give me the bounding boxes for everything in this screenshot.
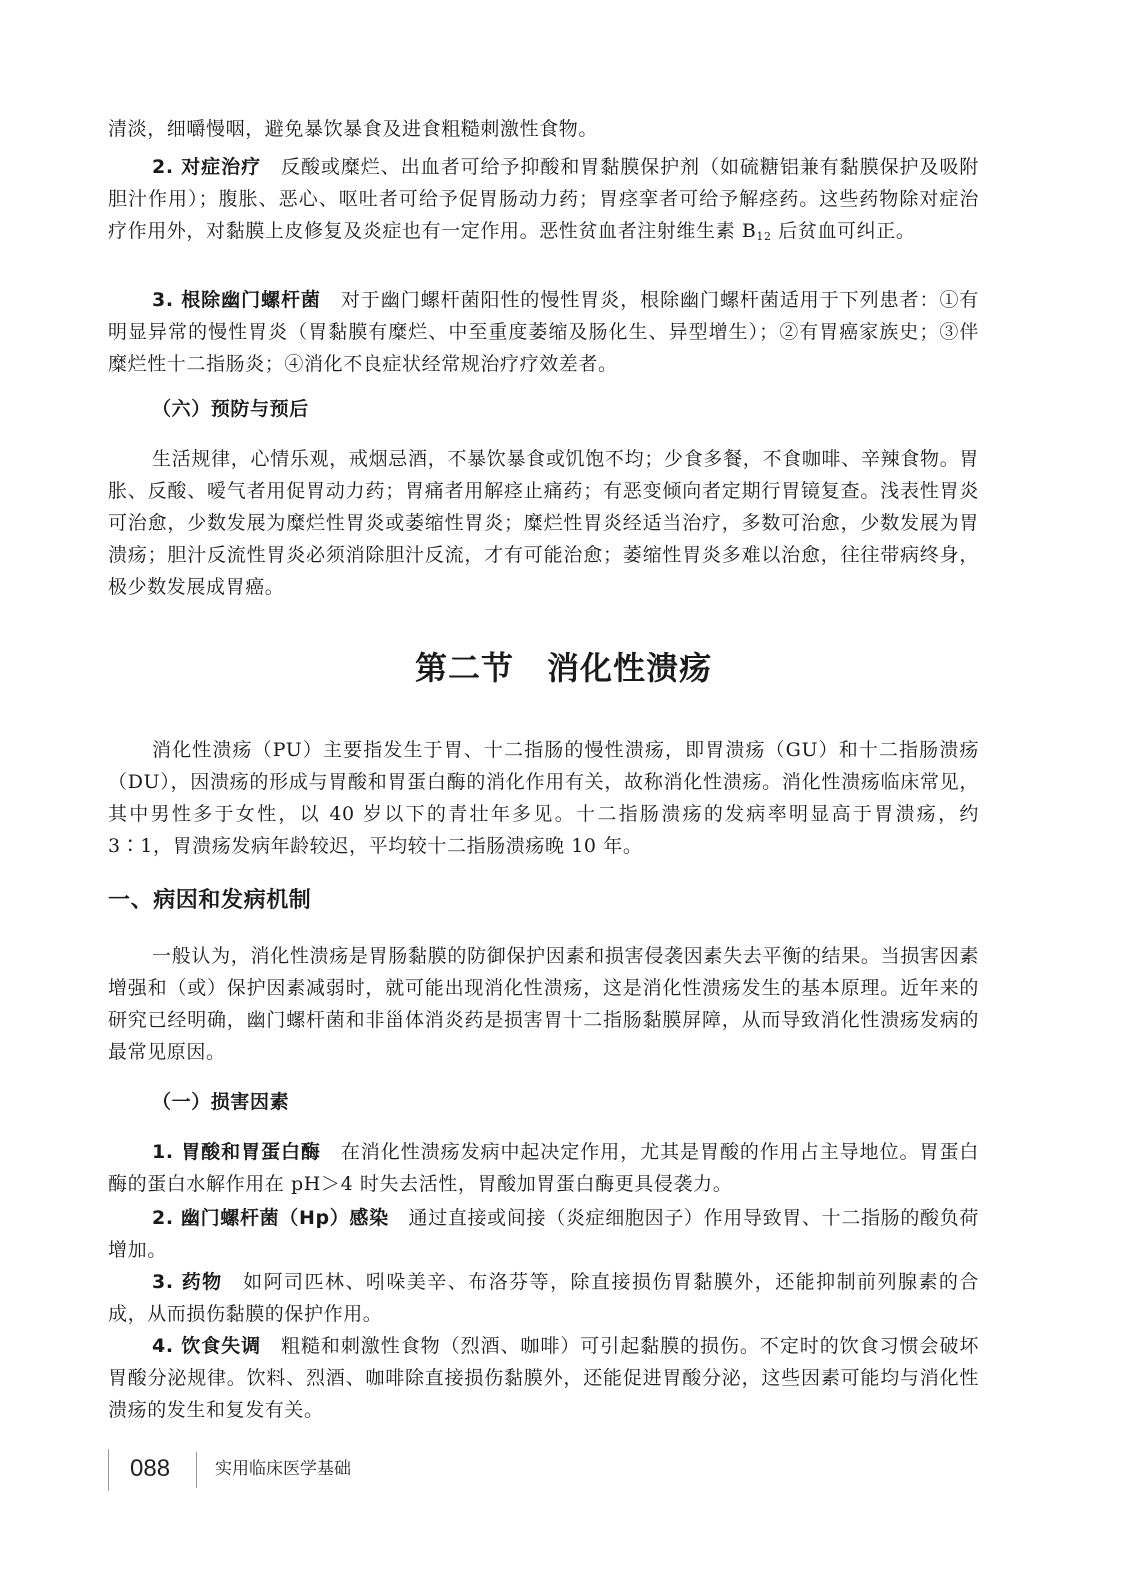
treatment-item-3 <box>108 284 979 380</box>
damage-item-2 <box>108 1202 979 1266</box>
damage-item-3-text: 如阿司匹林、吲哚美辛、布洛芬等，除直接损伤胃黏膜外，还能抑制前列腺素的合成，从而损伤黏膜的保护作用。 <box>108 1271 979 1325</box>
damage-item-3-lead: 3. 药物 <box>152 1271 223 1293</box>
damage-item-4-text: 粗糙和刺激性食物（烈酒、咖啡）可引起黏膜的损伤。不定时的饮食习惯会破坏胃酸分泌规律。饮料、烈酒、咖啡除直接损伤黏膜外，还能促进胃酸分泌，这些因素可能均与消化性溃疡的发生和复发有关。 <box>108 1335 979 1421</box>
treatment-item-2-text: 反酸或糜烂、出血者可给予抑酸和胃黏膜保护剂（如硫糖铝兼有黏膜保护及吸附胆汁作用）；腹胀、恶心、呕吐者可给予促胃肠动力药；胃痉挛者可给予解痉药。这些药物除对症治疗作用外，对黏膜上皮修复及炎症也有一定作用。恶性贫血者注射维生素 B <box>108 156 979 242</box>
prevention-paragraph <box>108 443 979 603</box>
prevention-heading: （六）预防与预后 <box>152 398 309 420</box>
damage-item-2-text: 通过直接或间接（炎症细胞因子）作用导致胃、十二指肠的酸负荷增加。 <box>108 1207 979 1261</box>
section-intro-paragraph <box>108 734 979 862</box>
etiology-text: 一般认为，消化性溃疡是胃肠黏膜的防御保护因素和损害侵袭因素失去平衡的结果。当损害因素增强和（或）保护因素减弱时，就可能出现消化性溃疡，这是消化性溃疡发生的基本原理。近年来的研究已经明确，幽门螺杆菌和非甾体消炎药是损害胃十二指肠黏膜屏障，从而导致消化性溃疡发病的最常见原因。 <box>108 945 979 1063</box>
page-number: 088 <box>130 1455 171 1482</box>
continuation-paragraph <box>108 113 979 145</box>
running-book-title: 实用临床医学基础 <box>215 1459 351 1479</box>
section-title: 第二节 消化性溃疡 <box>414 649 712 687</box>
damage-item-1 <box>108 1136 979 1200</box>
damage-item-1-text: 在消化性溃疡发病中起决定作用，尤其是胃酸的作用占主导地位。胃蛋白酶的蛋白水解作用在 pH＞4 时失去活性，胃酸加胃蛋白酶更具侵袭力。 <box>108 1141 979 1195</box>
damage-item-2-lead: 2. 幽门螺杆菌（Hp）感染 <box>152 1207 389 1229</box>
footer-divider <box>196 1452 197 1488</box>
etiology-heading: 一、病因和发病机制 <box>108 888 312 913</box>
damage-item-4 <box>108 1330 979 1426</box>
section-intro-text: 消化性溃疡（PU）主要指发生于胃、十二指肠的慢性溃疡，即胃溃疡（GU）和十二指肠溃疡（DU），因溃疡的形成与胃酸和胃蛋白酶的消化作用有关，故称消化性溃疡。消化性溃疡临床常见，其中男性多于女性，以 40 岁以下的青壮年多见。十二指肠溃疡的发病率明显高于胃溃疡，约 3∶1，胃溃疡发病年龄较迟，平均较十二指肠溃疡晚 10 年。 <box>108 739 979 857</box>
damage-heading: （一）损害因素 <box>152 1091 290 1113</box>
treatment-item-3-text: 对于幽门螺杆菌阳性的慢性胃炎，根除幽门螺杆菌适用于下列患者：①有明显异常的慢性胃炎（胃黏膜有糜烂、中至重度萎缩及肠化生、异型增生）；②有胃癌家族史；③伴糜烂性十二指肠炎；④消化不良症状经常规治疗疗效差者。 <box>108 289 979 375</box>
prevention-text: 生活规律，心情乐观，戒烟忌酒，不暴饮暴食或饥饱不均；少食多餐，不食咖啡、辛辣食物。胃胀、反酸、嗳气者用促胃动力药；胃痛者用解痉止痛药；有恶变倾向者定期行胃镜复查。浅表性胃炎可治愈，少数发展为糜烂性胃炎或萎缩性胃炎；糜烂性胃炎经适当治疗，多数可治愈，少数发展为胃溃疡；胆汁反流性胃炎必须消除胆汁反流，才有可能治愈；萎缩性胃炎多难以治愈，往往带病终身，极少数发展成胃癌。 <box>108 448 979 598</box>
vitamin-subscript: 12 <box>756 230 772 243</box>
treatment-item-2 <box>108 151 979 247</box>
continuation-text: 清淡，细嚼慢咽，避免暴饮暴食及进食粗糙刺激性食物。 <box>108 118 599 140</box>
damage-item-3 <box>108 1266 979 1330</box>
damage-item-1-lead: 1. 胃酸和胃蛋白酶 <box>152 1141 321 1163</box>
footer-left-rule <box>108 1449 109 1491</box>
treatment-item-2-tail: 后贫血可纠正。 <box>771 220 916 242</box>
treatment-item-2-lead: 2. 对症治疗 <box>152 156 262 178</box>
etiology-paragraph <box>108 940 979 1068</box>
damage-item-4-lead: 4. 饮食失调 <box>152 1335 262 1357</box>
treatment-item-3-lead: 3. 根除幽门螺杆菌 <box>152 289 321 311</box>
